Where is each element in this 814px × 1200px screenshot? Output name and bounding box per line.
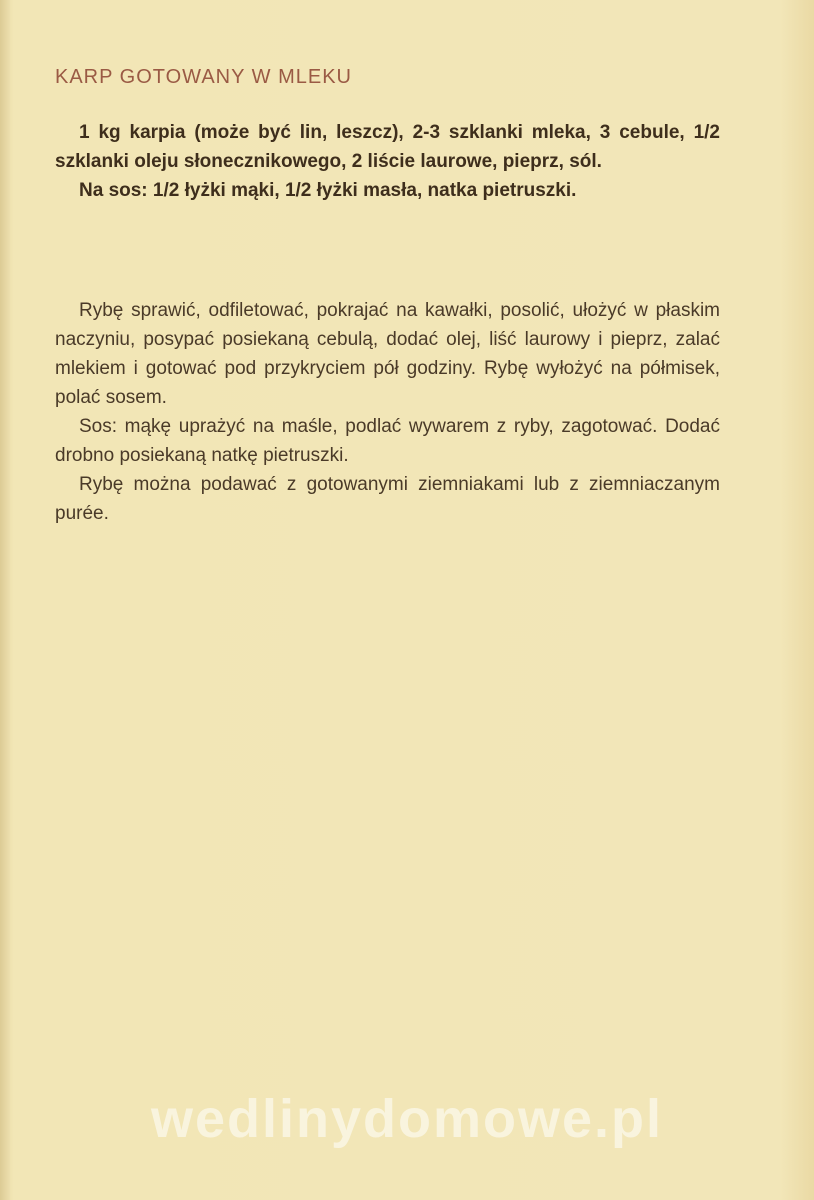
recipe-title: KARP GOTOWANY W MLEKU <box>55 66 352 88</box>
page-binding-edge <box>0 0 10 1200</box>
sauce-ingredients: Na sos: 1/2 łyżki mąki, 1/2 łyżki masła, natka pietruszki. <box>79 180 577 201</box>
site-watermark: wedlinydomowe.pl <box>150 1089 664 1149</box>
method-step: Rybę można podawać z gotowanymi ziemniakami lub z ziemniaczanym purée. <box>55 474 720 524</box>
method-step: Sos: mąkę uprażyć na maśle, podlać wywarem z ryby, zagotować. Dodać drobno posiekaną natkę pietruszki. <box>55 416 720 466</box>
ingredients-list: 1 kg karpia (może być lin, leszcz), 2-3 szklanki mleka, 3 cebule, 1/2 szklanki oleju słonecznikowego, 2 liście laurowe, pieprz, sól. <box>55 122 720 172</box>
ingredients-section <box>55 118 720 205</box>
method-step: Rybę sprawić, odfiletować, pokrajać na kawałki, posolić, ułożyć w płaskim naczyniu, posypać posiekaną cebulą, dodać olej, liść laurowy i pieprz, zalać mlekiem i gotować pod przykryciem pół godziny. Rybę wyłożyć na półmisek, polać sosem. <box>55 300 720 408</box>
method-section <box>55 296 720 528</box>
